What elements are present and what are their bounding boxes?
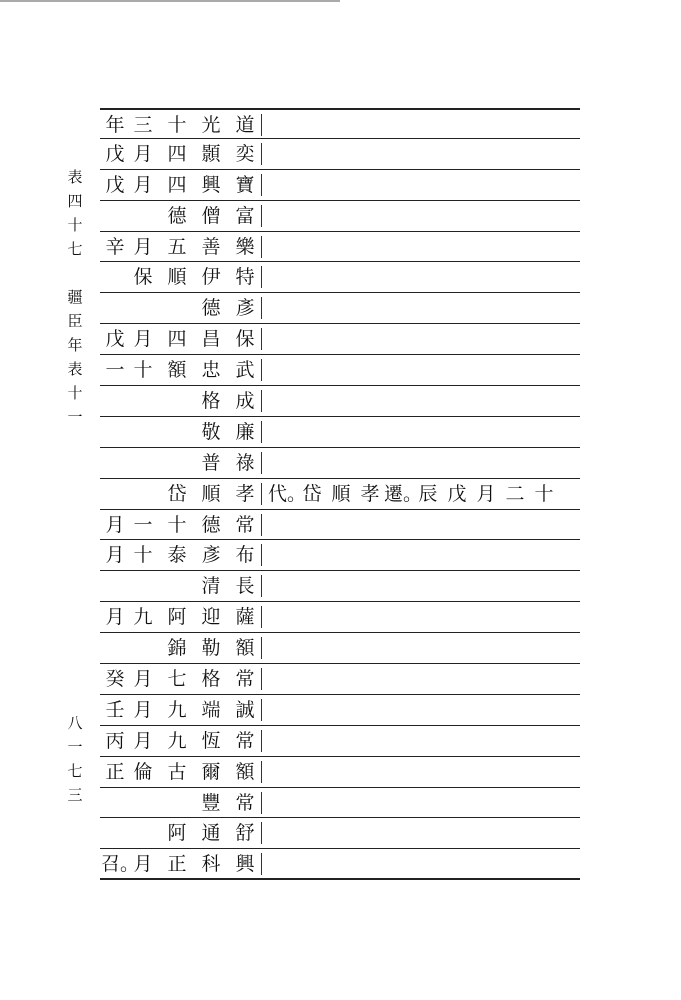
- table-row: [100, 201, 580, 232]
- name-cell: [100, 849, 260, 878]
- name-char: 寶: [235, 173, 255, 196]
- column-separator: [261, 421, 262, 443]
- column-separator: [261, 544, 262, 566]
- name-char: 格: [201, 390, 221, 413]
- name-char: 舒: [235, 822, 255, 845]
- note-char: 孝: [360, 482, 380, 505]
- name-cell: [100, 788, 260, 818]
- table-row: [100, 849, 580, 880]
- note-cell: [268, 355, 580, 385]
- name-char: 月: [133, 668, 153, 691]
- table-row: [100, 540, 580, 571]
- note-cell: [268, 695, 580, 725]
- table-row: [100, 664, 580, 695]
- name-char: 正: [167, 853, 187, 876]
- note-cell: [268, 139, 580, 169]
- name-char: 月: [105, 513, 125, 536]
- column-separator: [261, 266, 262, 288]
- name-char: 敬: [201, 420, 221, 443]
- name-char: 七: [167, 668, 187, 691]
- name-cell: [100, 664, 260, 694]
- name-char: 倫: [133, 760, 153, 783]
- name-char: 額: [167, 359, 187, 382]
- name-char: 布: [235, 544, 255, 567]
- name-char: 阿: [167, 822, 187, 845]
- name-char: 顥: [201, 142, 221, 165]
- name-char: 德: [167, 204, 187, 227]
- name-cell: [100, 324, 260, 354]
- name-char: 忠: [201, 359, 221, 382]
- name-cell: [100, 201, 260, 231]
- column-separator: [261, 174, 262, 196]
- name-char: 端: [201, 698, 221, 721]
- name-cell: [100, 448, 260, 478]
- name-char: 光: [201, 114, 221, 136]
- page_number-char: 一: [67, 738, 83, 756]
- name-char: 戊: [105, 328, 125, 351]
- name-char: 德: [201, 513, 221, 536]
- name-char: 辛: [105, 235, 125, 258]
- name-char: 癸: [105, 668, 125, 691]
- name-char: 順: [201, 482, 221, 505]
- name-cell: [100, 633, 260, 663]
- name-char: 保: [133, 266, 153, 289]
- name-char: 薩: [235, 606, 255, 629]
- column-separator: [261, 514, 262, 536]
- name-char: 三: [133, 114, 153, 136]
- column-separator: [261, 390, 262, 412]
- name-char: 保: [235, 328, 255, 351]
- name-char: 普: [201, 451, 221, 474]
- name-char: 恆: [201, 729, 221, 752]
- note-cell: [268, 849, 580, 878]
- column-separator: [261, 452, 262, 474]
- name-char: 四: [167, 328, 187, 351]
- column-separator: [261, 575, 262, 597]
- column-separator: [261, 822, 262, 844]
- side_label-char: 臣: [67, 312, 83, 330]
- side_label-char: 表: [67, 360, 83, 378]
- name-char: 德: [201, 297, 221, 320]
- table-row: [100, 571, 580, 602]
- name-char: 彥: [235, 297, 255, 320]
- page-number: [64, 716, 86, 812]
- name-char: 古: [167, 760, 187, 783]
- note-cell: [268, 201, 580, 231]
- side_label-char: 疆: [67, 288, 83, 306]
- name-cell: [100, 262, 260, 292]
- name-cell: [100, 139, 260, 169]
- name-char: 奕: [235, 142, 255, 165]
- column-separator: [261, 236, 262, 258]
- table-row: [100, 757, 580, 788]
- column-separator: [261, 483, 262, 505]
- name-char: 四: [167, 173, 187, 196]
- name-char: 戊: [105, 142, 125, 165]
- name-char: 常: [235, 791, 255, 814]
- name-char: 常: [235, 729, 255, 752]
- name-char: 月: [133, 729, 153, 752]
- table-row: [100, 510, 580, 541]
- note-cell: [268, 262, 580, 292]
- name-char: 十: [133, 359, 153, 382]
- name-cell: [100, 510, 260, 540]
- note-char: 辰: [418, 482, 438, 505]
- column-separator: [261, 792, 262, 814]
- table-row: [100, 788, 580, 819]
- name-char: 阿: [167, 606, 187, 629]
- note-cell: [268, 540, 580, 570]
- name-char: 長: [235, 575, 255, 598]
- name-char: 四: [167, 142, 187, 165]
- note-char: 十: [534, 482, 554, 505]
- table-row: [100, 108, 580, 139]
- side_label-char: 七: [67, 240, 83, 258]
- note-cell: [268, 788, 580, 818]
- name-char: 富: [235, 204, 255, 227]
- name-cell: [100, 479, 260, 509]
- name-char: 五: [167, 235, 187, 258]
- side_label-char: 十: [67, 384, 83, 402]
- note-cell: [268, 479, 580, 509]
- name-cell: [100, 757, 260, 787]
- name-char: 月: [133, 328, 153, 351]
- note-cell: [268, 757, 580, 787]
- name-char: 興: [201, 173, 221, 196]
- column-separator: [261, 761, 262, 783]
- table-row: [100, 262, 580, 293]
- name-char: 一: [133, 513, 153, 536]
- name-char: 興: [235, 853, 255, 876]
- name-char: 九: [167, 729, 187, 752]
- column-separator: [261, 606, 262, 628]
- name-char: 月: [133, 235, 153, 258]
- note-char: 順: [331, 482, 351, 505]
- side_label-char: 年: [67, 336, 83, 354]
- name-char: 成: [235, 390, 255, 413]
- table-row: [100, 602, 580, 633]
- side_label-char: [64, 266, 86, 290]
- column-separator: [261, 143, 262, 165]
- name-char: 年: [105, 114, 125, 136]
- table-row: [100, 139, 580, 170]
- page_number-char: 七: [67, 762, 83, 780]
- note-cell: [268, 726, 580, 756]
- column-separator: [261, 853, 262, 875]
- name-cell: [100, 417, 260, 447]
- note-cell: [268, 448, 580, 478]
- name-char: 額: [235, 637, 255, 660]
- name-char: 九: [167, 698, 187, 721]
- name-cell: [100, 602, 260, 632]
- column-separator: [261, 328, 262, 350]
- table-row: [100, 324, 580, 355]
- note-char: 二: [505, 482, 525, 505]
- note-cell: [268, 510, 580, 540]
- name-char: 道: [235, 114, 255, 136]
- column-separator: [261, 205, 262, 227]
- table-row: [100, 726, 580, 757]
- note-cell: [268, 417, 580, 447]
- name-char: 月: [133, 853, 153, 876]
- name-char: 迎: [201, 606, 221, 629]
- name-char: 十: [167, 114, 187, 136]
- name-char: 九: [133, 606, 153, 629]
- column-separator: [261, 668, 262, 690]
- name-char: 順: [167, 266, 187, 289]
- note-cell: [268, 324, 580, 354]
- note-cell: [268, 232, 580, 262]
- name-char: 豐: [201, 791, 221, 814]
- name-char: 月: [133, 698, 153, 721]
- name-char: 額: [235, 760, 255, 783]
- name-char: 爾: [201, 760, 221, 783]
- side-label: [64, 170, 86, 434]
- note-char: 代。: [268, 482, 307, 505]
- note-cell: [268, 664, 580, 694]
- name-cell: [100, 110, 260, 138]
- name-cell: [100, 293, 260, 323]
- name-char: 月: [105, 606, 125, 629]
- name-cell: [100, 571, 260, 601]
- table-row: [100, 417, 580, 448]
- note-char: 戊: [447, 482, 467, 505]
- name-char: 十: [167, 513, 187, 536]
- table-row: [100, 293, 580, 324]
- name-char: 昌: [201, 328, 221, 351]
- name-cell: [100, 170, 260, 200]
- side_label-char: 一: [67, 408, 83, 426]
- name-char: 岱: [167, 482, 187, 505]
- name-char: 泰: [167, 544, 187, 567]
- name-char: 彥: [201, 544, 221, 567]
- name-char: 常: [235, 668, 255, 691]
- top-rule: [0, 0, 340, 2]
- name-char: 月: [105, 544, 125, 567]
- table-row: [100, 170, 580, 201]
- note-char: 岱: [302, 482, 322, 505]
- name-char: 一: [105, 359, 125, 382]
- name-char: 廉: [235, 420, 255, 443]
- side_label-char: 十: [67, 216, 83, 234]
- name-char: 錦: [167, 637, 187, 660]
- name-char: 格: [201, 668, 221, 691]
- name-char: 特: [235, 266, 255, 289]
- column-separator: [261, 730, 262, 752]
- note-cell: [268, 571, 580, 601]
- name-char: 召。: [100, 853, 139, 876]
- column-separator: [261, 114, 262, 136]
- table-row: [100, 695, 580, 726]
- name-char: 祿: [235, 451, 255, 474]
- name-cell: [100, 540, 260, 570]
- column-separator: [261, 297, 262, 319]
- table-row: [100, 232, 580, 263]
- name-cell: [100, 355, 260, 385]
- name-char: 月: [133, 142, 153, 165]
- name-char: 誠: [235, 698, 255, 721]
- page_number-char: 八: [67, 714, 83, 732]
- name-char: 武: [235, 359, 255, 382]
- name-char: 月: [133, 173, 153, 196]
- note-cell: [268, 386, 580, 416]
- side_label-char: 四: [67, 192, 83, 210]
- name-cell: [100, 818, 260, 848]
- table-row: [100, 386, 580, 417]
- name-char: 丙: [105, 729, 125, 752]
- name-cell: [100, 695, 260, 725]
- note-cell: [268, 818, 580, 848]
- name-char: 戊: [105, 173, 125, 196]
- table-row: [100, 355, 580, 386]
- note-cell: [268, 110, 580, 138]
- side_label-char: 表: [67, 168, 83, 186]
- name-char: 僧: [201, 204, 221, 227]
- table-row: [100, 479, 580, 510]
- column-separator: [261, 699, 262, 721]
- column-separator: [261, 359, 262, 381]
- name-char: 伊: [201, 266, 221, 289]
- name-char: 勒: [201, 637, 221, 660]
- name-char: 常: [235, 513, 255, 536]
- note-cell: [268, 602, 580, 632]
- name-char: 善: [201, 235, 221, 258]
- name-char: 科: [201, 853, 221, 876]
- note-cell: [268, 293, 580, 323]
- table-row: [100, 448, 580, 479]
- table-row: [100, 818, 580, 849]
- name-cell: [100, 726, 260, 756]
- note-char: 月: [476, 482, 496, 505]
- name-char: 孝: [235, 482, 255, 505]
- name-char: 清: [201, 575, 221, 598]
- table-row: [100, 633, 580, 664]
- name-char: 樂: [235, 235, 255, 258]
- name-char: 通: [201, 822, 221, 845]
- name-char: 正: [105, 760, 125, 783]
- page_number-char: 三: [67, 786, 83, 804]
- name-cell: [100, 232, 260, 262]
- name-cell: [100, 386, 260, 416]
- note-char: 遷。: [384, 482, 423, 505]
- note-cell: [268, 170, 580, 200]
- note-cell: [268, 633, 580, 663]
- name-char: 十: [133, 544, 153, 567]
- name-char: 壬: [105, 698, 125, 721]
- officials-table: [100, 108, 580, 880]
- column-separator: [261, 637, 262, 659]
